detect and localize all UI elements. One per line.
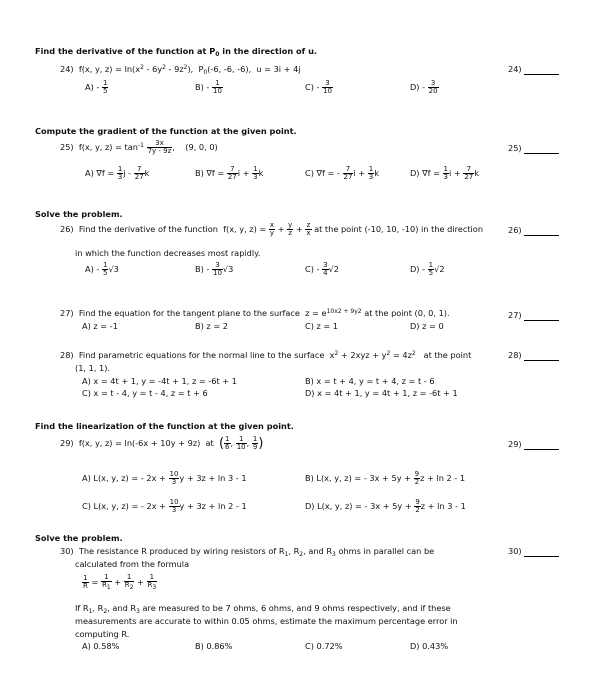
answer-number-30: 30) [508, 546, 522, 556]
option-25-d[interactable]: D) ∇f = $\frac{1}{3}$ i + $\frac{7}{27}$ k [410, 165, 480, 181]
option-30-d[interactable]: D) 0.43% [410, 641, 449, 651]
option-28-d[interactable]: D) x = 4t + 1, y = 4t + 1, z = -6t + 1 [305, 388, 458, 398]
question-30-text-line5: computing R. [75, 629, 130, 639]
answer-blank-25[interactable] [524, 153, 559, 154]
option-25-a[interactable]: A) ∇f = $\frac{1}{3}$ j - $\frac{7}{27}$ k [85, 165, 150, 181]
question-27-text: 27) Find the equation for the tangent plane to the surface $z = e^{10x2 + 9y2}$ at the point (0, 0, 1). [60, 308, 450, 318]
option-28-c[interactable]: C) x = t - 4, y = t - 4, z = t + 6 [82, 388, 208, 398]
question-28-text: 28) Find parametric equations for the normal line to the surface $x^2 + 2xyz + y^2 = 4z^2$ at the point [60, 350, 472, 360]
answer-number-29: 29) [508, 439, 522, 449]
section-heading-directional-derivative: Find the derivative of the function at $P_0$ in the direction of u. [35, 46, 318, 58]
question-30-text-line4: measurements are accurate to within 0.05 ohms, estimate the maximum percentage error in [75, 616, 458, 626]
option-26-a[interactable]: A) - $\frac{1}{5}$ √3 [85, 261, 119, 277]
section-heading-solve-1: Solve the problem. [35, 209, 123, 219]
option-24-c[interactable]: C) - $\frac{3}{10}$ [305, 79, 332, 95]
option-29-d[interactable]: D) L(x, y, z) = - 3x + 5y + $\frac{9}{2}$ z + ln 3 - 1 [305, 498, 466, 514]
option-30-c[interactable]: C) 0.72% [305, 641, 343, 651]
option-27-a[interactable]: A) z = -1 [82, 321, 118, 331]
option-29-c[interactable]: C) L(x, y, z) = - 2x + $\frac{10}{3}$ y + 3z + ln 2 - 1 [82, 498, 247, 514]
answer-blank-28[interactable] [524, 360, 559, 361]
option-29-a[interactable]: A) L(x, y, z) = - 2x + $\frac{10}{3}$ y + 3z + ln 3 - 1 [82, 470, 247, 486]
option-24-a[interactable]: A) - $\frac{1}{5}$ [85, 79, 108, 95]
option-27-c[interactable]: C) z = 1 [305, 321, 339, 331]
question-30-formula: $\frac{1}{R}$ = $\frac{1}{R_1}$ + $\frac{1}{R_2}$ + $\frac{1}{R_3}$ [83, 573, 157, 591]
answer-blank-26[interactable] [524, 235, 559, 236]
question-30-text-line2: calculated from the formula [75, 559, 190, 569]
option-26-c[interactable]: C) - $\frac{3}{4}$ √2 [305, 261, 339, 277]
section-heading-gradient: Compute the gradient of the function at the given point. [35, 126, 297, 136]
option-29-b[interactable]: B) L(x, y, z) = - 3x + 5y + $\frac{9}{2}$ z + ln 2 - 1 [305, 470, 466, 486]
option-26-d[interactable]: D) - $\frac{1}{5}$ √2 [410, 261, 445, 277]
answer-number-27: 27) [508, 310, 522, 320]
answer-number-25: 25) [508, 143, 522, 153]
option-30-b[interactable]: B) 0.86% [195, 641, 233, 651]
answer-number-26: 26) [508, 225, 522, 235]
question-26-text-line2: in which the function decreases most rapidly. [75, 248, 261, 258]
answer-blank-24[interactable] [524, 74, 559, 75]
question-26-text: 26) Find the derivative of the function f(x, y, z) = $\frac{x}{y}$ + $\frac{y}{z}$ + $\frac{z}{x}$ at the point (-10, 10, -10) in the direction [60, 221, 484, 237]
question-30-text: 30) The resistance R produced by wiring resistors of $R_1$, $R_2$, and $R_3$ ohms in parallel can be [60, 546, 435, 558]
option-27-d[interactable]: D) z = 0 [410, 321, 444, 331]
option-25-c[interactable]: C) ∇f = - $\frac{7}{27}$ i + $\frac{1}{3}$ k [305, 165, 379, 181]
option-30-a[interactable]: A) 0.58% [82, 641, 120, 651]
answer-blank-29[interactable] [524, 449, 559, 450]
answer-blank-30[interactable] [524, 556, 559, 557]
option-28-b[interactable]: B) x = t + 4, y = t + 4, z = t - 6 [305, 376, 435, 386]
option-24-b[interactable]: B) - $\frac{1}{10}$ [195, 79, 222, 95]
question-24-text: 24) f(x, y, $z) = \ln(x^2 - 6y^2 - 9z^2)$, $P_0(-6$, -6, -6), u = 3i + 4j [60, 64, 301, 76]
question-25-text: 25) f(x, y, $z) = \tan^{-1}$ $\frac{3x}{7y - 9z}$ , (9, 0, 0) [60, 139, 218, 155]
option-28-a[interactable]: A) x = 4t + 1, y = -4t + 1, z = -6t + 1 [82, 376, 237, 386]
section-heading-linearization: Find the linearization of the function at the given point. [35, 421, 294, 431]
question-30-text-line3: If $R_1$, $R_2$, and $R_3$ are measured to be 7 ohms, 6 ohms, and 9 ohms respectively, and if these [75, 603, 451, 615]
option-27-b[interactable]: B) z = 2 [195, 321, 228, 331]
question-29-text: 29) f(x, y, z) = ln(-6x + 10y + 9z) at ( $\frac{1}{6}$ , $\frac{1}{10}$ , $\frac{1}{9}$ ) [60, 435, 264, 451]
answer-blank-27[interactable] [524, 320, 559, 321]
answer-number-24: 24) [508, 64, 522, 74]
answer-number-28: 28) [508, 350, 522, 360]
question-28-point: (1, 1, 1). [75, 363, 111, 373]
option-25-b[interactable]: B) ∇f = $\frac{7}{27}$ i + $\frac{1}{3}$ k [195, 165, 264, 181]
option-26-b[interactable]: B) - $\frac{3}{10}$ √3 [195, 261, 234, 277]
option-24-d[interactable]: D) - $\frac{3}{20}$ [410, 79, 438, 95]
section-heading-solve-2: Solve the problem. [35, 533, 123, 543]
